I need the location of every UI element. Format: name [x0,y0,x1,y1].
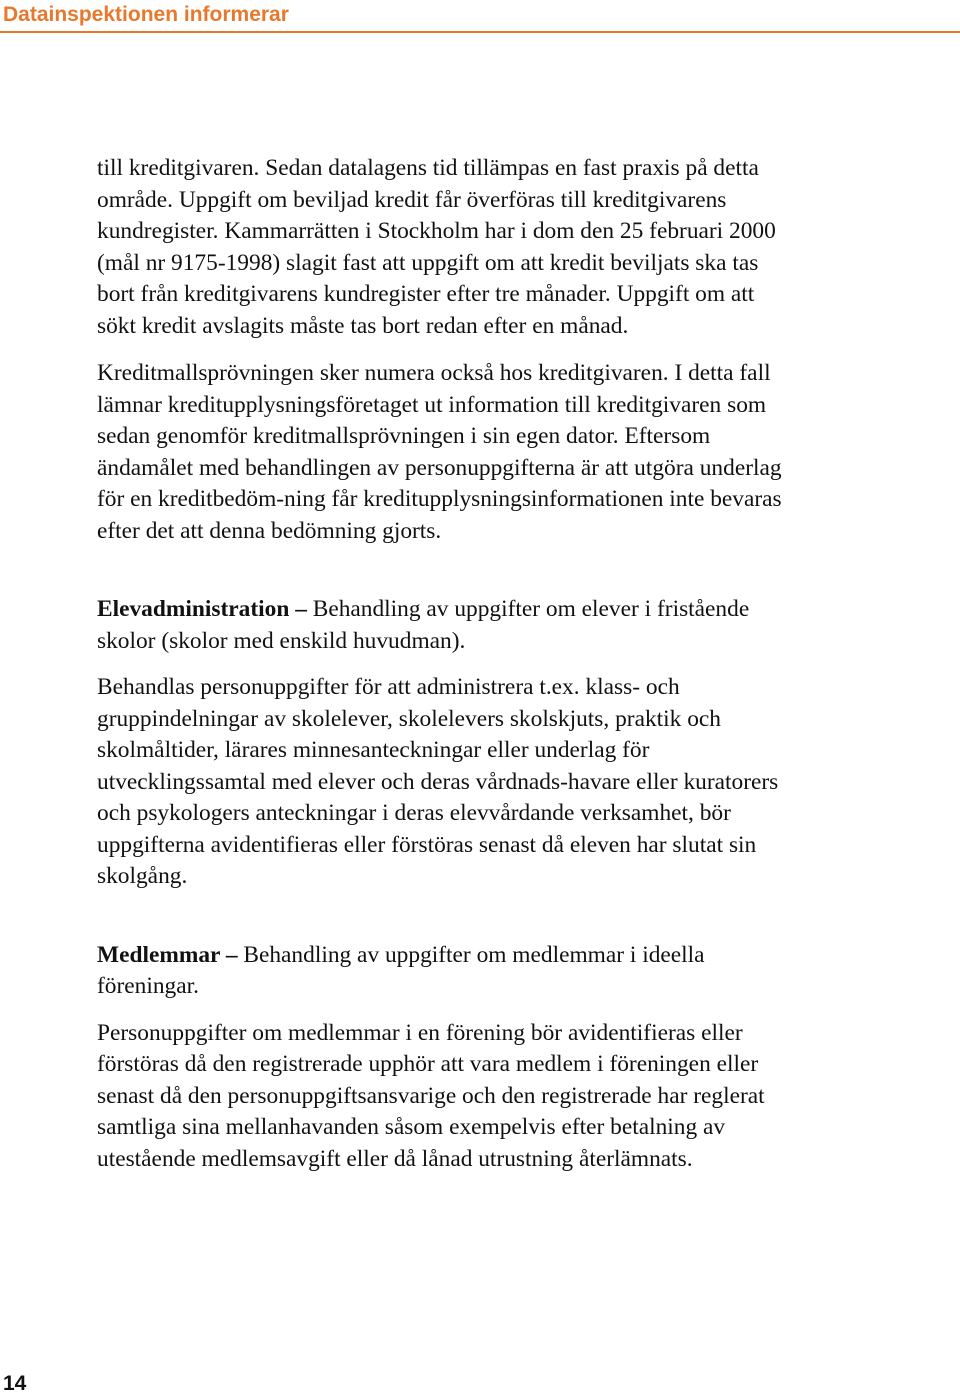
section-term: Medlemmar [97,941,220,968]
header-title: Datainspektionen informerar [3,3,289,26]
section-dash: – [219,941,244,968]
page-header [0,0,960,34]
section-body-members: Personuppgifter om medlemmar i en förening bör avidentifieras eller förstöras då den registrerade upphör att vara medlem i föreningen eller senast då den personuppgiftsansvarige och den registrerade har reglerat samtliga sina mellanhavanden såsom exempelvis efter betalning av utestående medlemsavgift eller då lånad utrustning återlämnats. [97,1019,765,1172]
header-divider [0,31,960,33]
section-term: Elevadministration [97,596,290,622]
section-body-student-administration: Behandlas personuppgifter för att administrera t.ex. klass- och gruppindelningar av skolelever, skolelevers skolskjuts, praktik och skolmåltider, lärares minnesanteckningar eller underlag för utvecklingssamtal med elever och deras vårdnads-havare eller kuratorers och psykologers anteckningar i deras elevvårdande verksamhet, bör uppgifterna avidentifieras eller förstöras senast då eleven har slutat sin skolgång. [97,674,779,889]
section-dash: – [289,596,313,622]
paragraph-credit-register: till kreditgivaren. Sedan datalagens tid tillämpas en fast praxis på detta område. Uppgift om beviljad kredit får överföras till kreditgivarens kundregister. Kammarrätten i Stockholm har i dom den 25 februari 2000 (mål nr 9175-1998) slagit fast att uppgift om att kredit beviljats ska tas bort från kreditgivarens kundregister efter tre månader. Uppgift om att sökt kredit avslagits måste tas bort redan efter en månad. [97,155,776,339]
paragraph-credit-template: Kreditmallsprövningen sker numera också hos kreditgivaren. I detta fall lämnar kreditupplysningsföretaget ut information till kreditgivaren som sedan genomför kreditmallsprövningen i sin egen dator. Eftersom ändamålet med behandlingen av personuppgifterna är att utgöra underlag för en kreditbedöm-ning får kreditupplysningsinformationen inte bevaras efter det att denna bedömning gjorts. [97,360,782,544]
section-intro: Behandling av uppgifter om medlemmar i ideella föreningar. [97,941,705,999]
main-content [97,153,787,1175]
page-number: 14 [3,1372,27,1395]
section-heading-student-administration [97,594,787,657]
section-heading-members [97,940,787,1003]
section-intro: Behandling av uppgifter om elever i fristående skolor (skolor med enskild huvudman). [97,596,750,654]
